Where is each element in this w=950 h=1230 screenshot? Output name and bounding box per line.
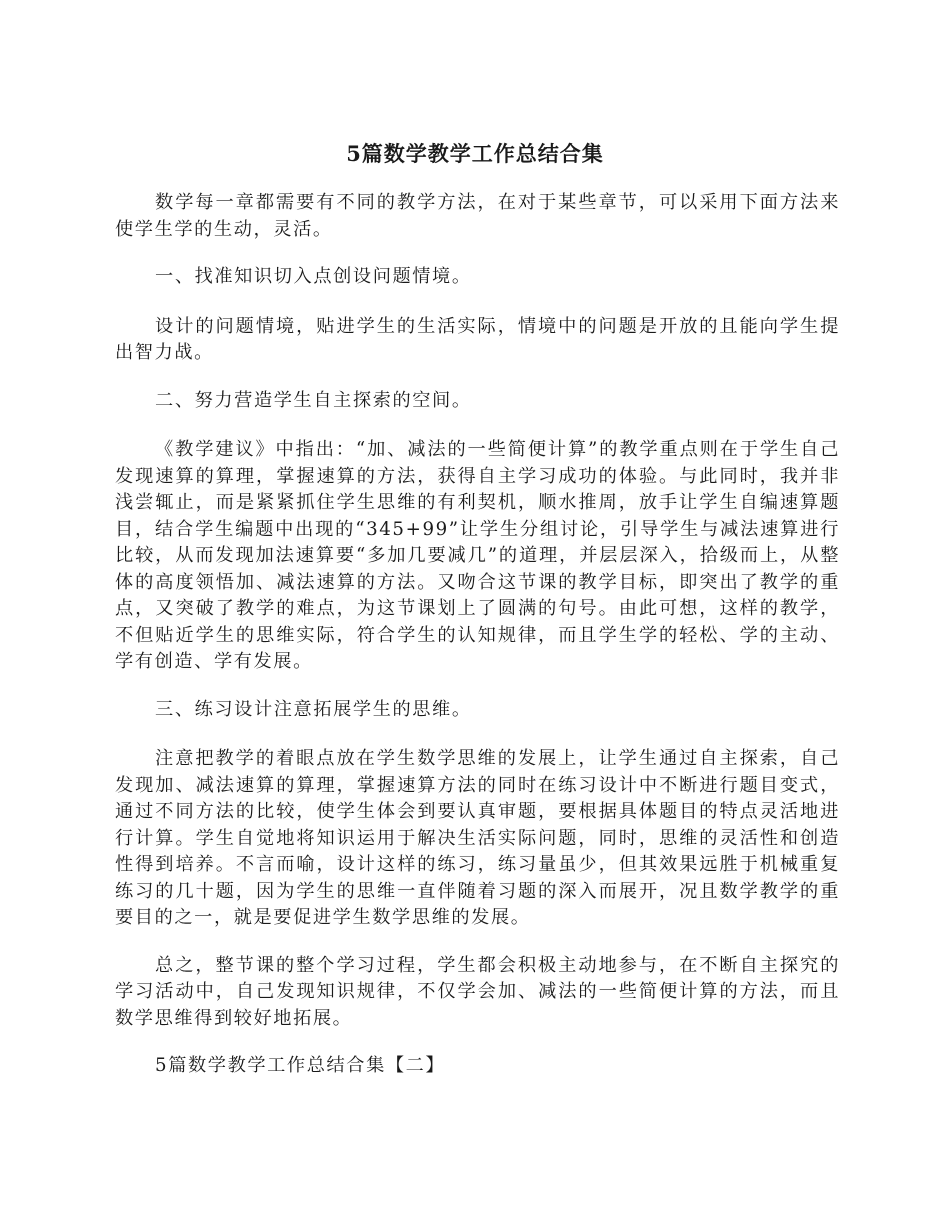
document-title: 5篇数学教学工作总结合集 [346, 141, 604, 166]
document-body [115, 190, 840, 1103]
paragraph-section-1: 设计的问题情境，贴进学生的生活实际，情境中的问题是开放的且能向学生提出智力战。 [115, 315, 840, 363]
next-part-heading: 5篇数学教学工作总结合集【二】 [155, 1055, 446, 1076]
section-heading-2: 二、努力营造学生自主探索的空间。 [155, 389, 472, 411]
section-heading-3: 三、练习设计注意拓展学生的思维。 [155, 698, 472, 720]
paragraph-section-2: 《教学建议》中指出：“加、减法的一些简便计算”的教学重点则在于学生自己发现速算的算理，掌握速算的方法，获得自主学习成功的体验。与此同时，我并非浅尝辄止，而是紧紧抓住学生思维的有利契机，顺水推周，放手让学生自编速算题目，结合学生编题中出现的“345+99”让学生分组讨论，引导学生与减法速算进行比较，从而发现加法速算要“多加几要减几”的道理，并层层深入，拾级而上，从整体的高度领悟加、减法速算的方法。又吻合这节课的教学目标，即突出了教学的重点，又突破了教学的难点，为这节课划上了圆满的句号。由此可想，这样的教学，不但贴近学生的思维实际，符合学生的认知规律，而且学生学的轻松、学的主动、学有创造、学有发展。 [115, 439, 840, 672]
paragraph-section-3: 注意把教学的着眼点放在学生数学思维的发展上，让学生通过自主探索，自己发现加、减法速算的算理，掌握速算方法的同时在练习设计中不断进行题目变式，通过不同方法的比较，使学生体会到要认真审题，要根据具体题目的特点灵活地进行计算。学生自觉地将知识运用于解决生活实际问题，同时，思维的灵活性和创造性得到培养。不言而喻，设计这样的练习，练习量虽少，但其效果远胜于机械重复练习的几十题，因为学生的思维一直伴随着习题的深入而展开，况且数学教学的重要目的之一，就是要促进学生数学思维的发展。 [115, 748, 840, 928]
section-heading-1: 一、找准知识切入点创设问题情境。 [155, 266, 472, 287]
paragraph-summary: 总之，整节课的整个学习过程，学生都会积极主动地参与，在不断自主探究的学习活动中，自己发现知识规律，不仅学会加、减法的一些简便计算的方法，而且数学思维得到较好地拓展。 [115, 954, 840, 1029]
paragraph-intro: 数学每一章都需要有不同的教学方法，在对于某些章节，可以采用下面方法来使学生学的生动，灵活。 [115, 192, 840, 240]
